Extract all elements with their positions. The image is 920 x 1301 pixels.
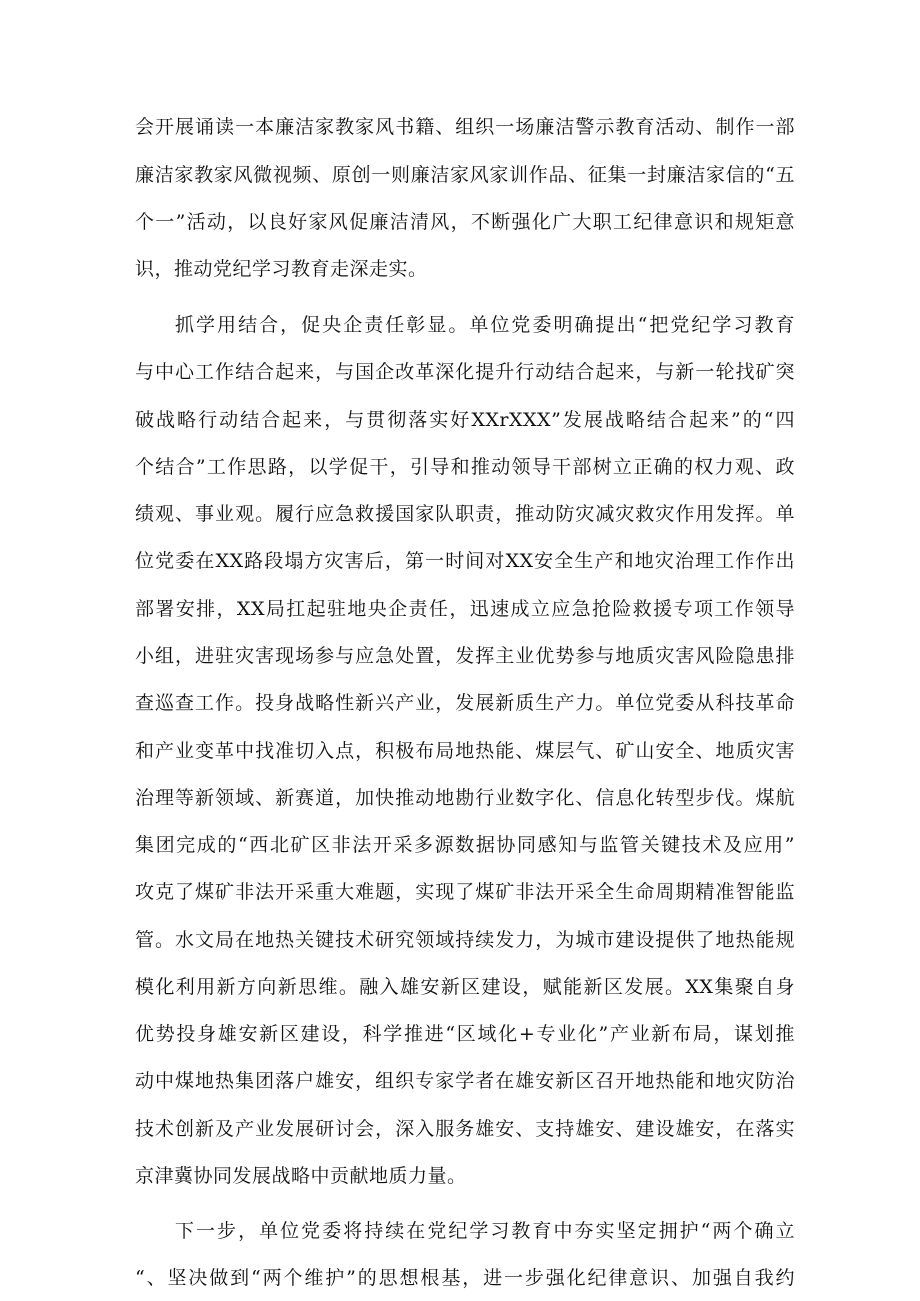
paragraph-2-line-3: 破战略行动结合起来，与贯彻落实好XXrXXX”发展战略结合起来”的“四 — [135, 409, 795, 431]
paragraph-2-line-8: 小组，进驻灾害现场参与应急处置，发挥主业优势参与地质灾害风险隐患排 — [135, 645, 795, 667]
paragraph-2-line-14: 管。水文局在地热关键技术研究领域持续发力，为城市建设提供了地热能规 — [135, 929, 795, 951]
paragraph-2-line-18: 技术创新及产业发展研讨会，深入服务雄安、支持雄安、建设雄安，在落实 — [135, 1118, 795, 1140]
paragraph-3-line-2: “、坚决做到“两个维护”的思想根基，进一步强化纪律意识、加强自我约 — [135, 1267, 795, 1289]
paragraph-1-line-2: 廉洁家教家风微视频、原创一则廉洁家风家训作品、征集一封廉洁家信的“五 — [135, 164, 795, 186]
paragraph-2-line-13: 攻克了煤矿非法开采重大难题，实现了煤矿非法开采全生命周期精准智能监 — [135, 881, 795, 903]
paragraph-2-line-1: 抓学用结合，促央企责任彰显。单位党委明确提出“把党纪学习教育 — [175, 314, 795, 336]
paragraph-2-line-4: 个结合”工作思路，以学促干，引导和推动领导干部树立正确的权力观、政 — [135, 456, 795, 478]
paragraph-1-line-4: 识，推动党纪学习教育走深走实。 — [135, 258, 428, 280]
paragraph-2-line-5: 绩观、事业观。履行应急救援国家队职责，推动防灾减灾救灾作用发挥。单 — [135, 503, 795, 525]
paragraph-2-line-2: 与中心工作结合起来，与国企改革深化提升行动结合起来，与新一轮找矿突 — [135, 361, 795, 383]
paragraph-2-line-15: 模化利用新方向新思维。融入雄安新区建设，赋能新区发展。XX集聚自身 — [135, 976, 795, 998]
paragraph-2-line-9: 查巡查工作。投身战略性新兴产业，发展新质生产力。单位党委从科技革命 — [135, 692, 795, 714]
paragraph-3-line-1: 下一步，单位党委将持续在党纪学习教育中夯实坚定拥护“两个确立 — [175, 1220, 795, 1242]
paragraph-2-line-7: 部署安排，XX局扛起驻地央企责任，迅速成立应急抢险救援专项工作领导 — [135, 598, 795, 620]
paragraph-2-line-11: 治理等新领域、新赛道，加快推动地勘行业数字化、信息化转型步伐。煤航 — [135, 787, 795, 809]
paragraph-2-line-19: 京津冀协同发展战略中贡献地质力量。 — [135, 1165, 467, 1187]
paragraph-2-line-17: 动中煤地热集团落户雄安，组织专家学者在雄安新区召开地热能和地灾防治 — [135, 1070, 795, 1092]
paragraph-1-line-3: 个一”活动，以良好家风促廉洁清风，不断强化广大职工纪律意识和规矩意 — [135, 211, 795, 233]
paragraph-2-line-10: 和产业变革中找准切入点，积极布局地热能、煤层气、矿山安全、地质灾害 — [135, 740, 795, 762]
paragraph-2-line-12: 集团完成的“西北矿区非法开采多源数据协同感知与监管关键技术及应用” — [135, 834, 795, 856]
paragraph-2-line-16: 优势投身雄安新区建设，科学推进“区域化+专业化”产业新布局，谋划推 — [135, 1023, 795, 1045]
paragraph-1-line-1: 会开展诵读一本廉洁家教家风书籍、组织一场廉洁警示教育活动、制作一部 — [135, 116, 795, 138]
paragraph-2-line-6: 位党委在XX路段塌方灾害后，第一时间对XX安全生产和地灾治理工作作出 — [135, 550, 795, 572]
